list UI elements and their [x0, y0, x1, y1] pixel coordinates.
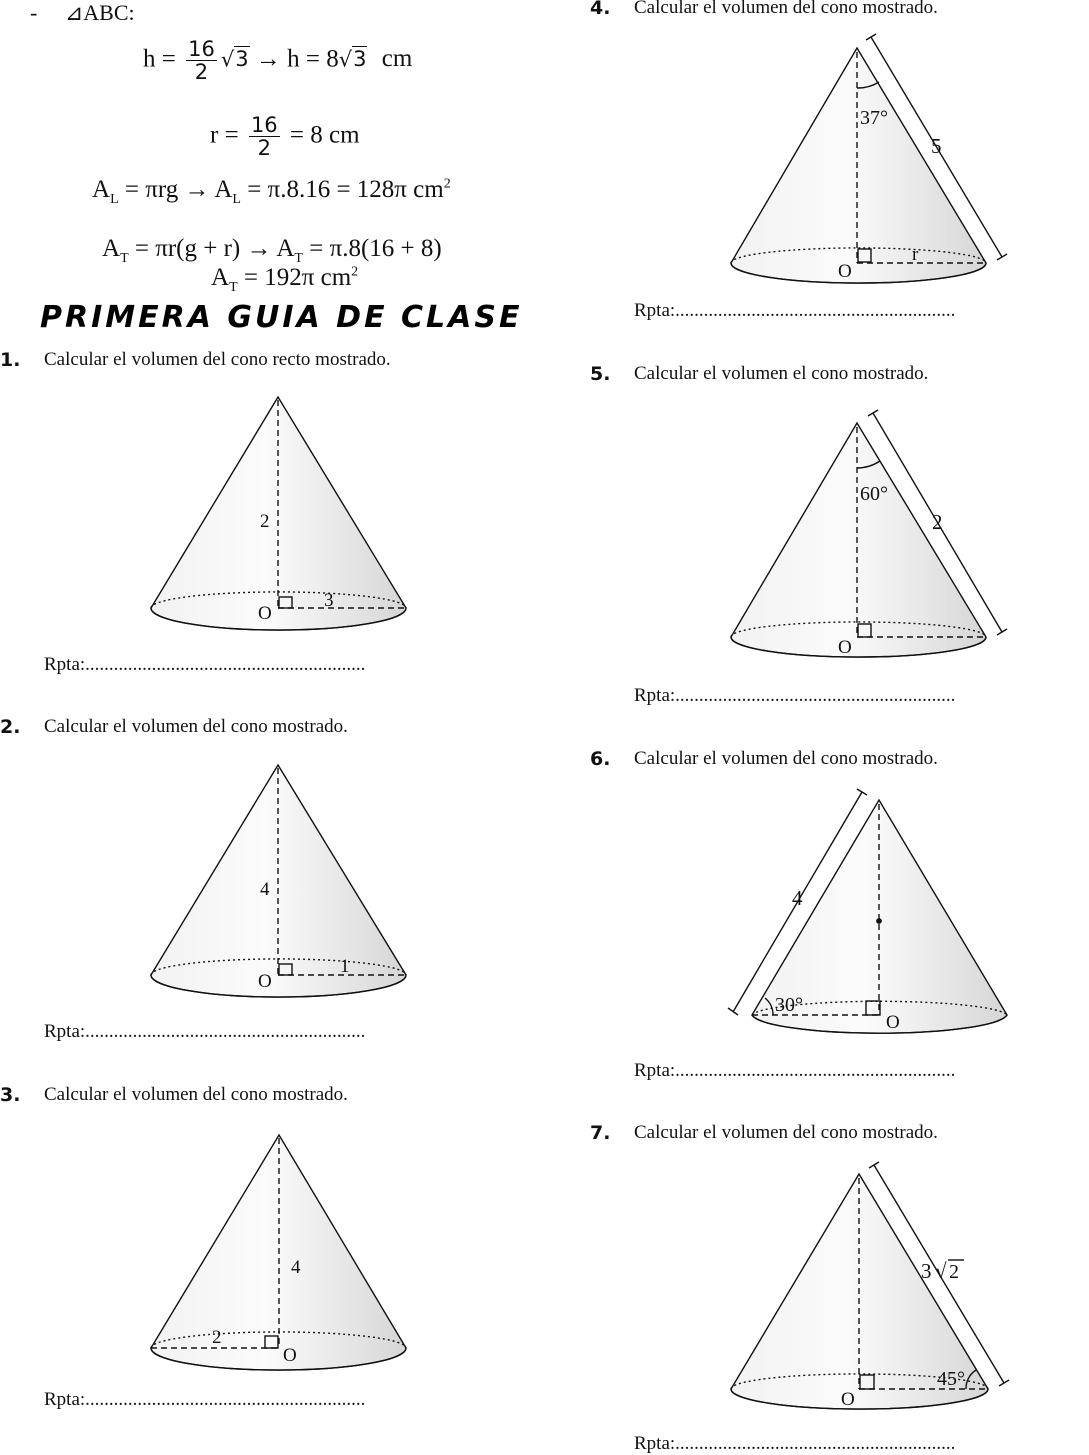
- eq-at2-rhs: = 192π cm: [237, 264, 352, 291]
- cone-1-height-label: 2: [260, 511, 270, 532]
- cone-figure-6: [728, 789, 1007, 1033]
- rpta-label: Rpta:: [634, 1060, 676, 1081]
- rpta-label: Rpta:: [634, 685, 676, 706]
- cone-1-center-label: O: [258, 603, 272, 624]
- cone-2-radius-label: 1: [340, 956, 350, 977]
- eq-at2-a: A: [211, 264, 230, 291]
- sqrt-h2-rad: 3: [353, 47, 367, 72]
- problem-6-number: 6.: [590, 748, 611, 770]
- cone-7-sqrt-icon: √: [935, 1259, 947, 1283]
- section-title: PRIMERA GUIA DE CLASE: [40, 300, 523, 335]
- cone-4-slant-tick-top: [866, 34, 876, 40]
- sqrt-h: √3: [220, 47, 249, 72]
- cone-6-center-label: O: [886, 1012, 900, 1033]
- eq-at2-sub: T: [229, 280, 238, 295]
- eq-al-sub2: L: [232, 192, 241, 207]
- cone-2-height-label: 4: [260, 879, 270, 900]
- cone-7-slant-rad-label: 2: [949, 1261, 959, 1283]
- rpta-label: Rpta:: [44, 1389, 86, 1410]
- eq-r-rhs: = 8 cm: [289, 121, 360, 149]
- sqrt-h-rad: 3: [235, 47, 249, 72]
- rpta-label: Rpta:: [634, 300, 676, 321]
- cone-figure-3: [151, 1135, 406, 1370]
- problem-7-number: 7.: [590, 1122, 611, 1144]
- rpta-label: Rpta:: [634, 1433, 676, 1454]
- cone-5-center-label: O: [838, 637, 852, 658]
- cone-4-slant-tick-bottom: [997, 254, 1007, 260]
- frac-r-num: 16: [250, 113, 278, 137]
- cone-6-slant-label: 4: [792, 886, 803, 910]
- problem-3-text: Calcular el volumen del cono mostrado.: [44, 1084, 348, 1105]
- cone-4-center-label: O: [838, 261, 852, 282]
- cone-2-center-label: O: [258, 971, 272, 992]
- cone-7-slant-tick-top: [869, 1162, 879, 1168]
- cone-4-angle-label: 37°: [860, 107, 888, 129]
- cone-3-radius-label: 2: [212, 1327, 222, 1348]
- problem-4-text: Calcular el volumen del cono mostrado.: [634, 0, 938, 18]
- eq-al-rhs: = π.8.16 = 128π cm: [240, 176, 444, 203]
- eq-h-unit: cm: [381, 45, 413, 73]
- cone-3-center-label: O: [283, 1345, 297, 1366]
- rpta-label: Rpta:: [44, 1021, 86, 1042]
- problem-2-text: Calcular el volumen del cono mostrado.: [44, 716, 348, 737]
- triangle-label: ABC:: [83, 0, 135, 25]
- frac-h-num: 16: [188, 37, 215, 61]
- problem-2-number: 2.: [0, 716, 21, 738]
- cone-3-height-label: 4: [291, 1257, 301, 1278]
- eq-at-sub: T: [120, 251, 129, 266]
- cone-7-angle-label: 45°: [937, 1368, 965, 1390]
- eq-at-a: A: [102, 235, 121, 262]
- rpta-dots: ...........................................................: [675, 1060, 956, 1081]
- cone-6-angle-label: 30°: [775, 994, 803, 1016]
- cone-figure-5: [731, 410, 1007, 658]
- eq-r-lhs: r =: [210, 121, 239, 149]
- problem-1-text: Calcular el volumen del cono recto mostrado.: [44, 349, 391, 370]
- eq-h-arrow: → h = 8: [255, 45, 339, 73]
- cone-5-angle-label: 60°: [860, 483, 888, 505]
- cone-5-slant-tick-top: [868, 410, 878, 416]
- cone-7-slant-coef-label: 3: [921, 1259, 932, 1283]
- problem-5-number: 5.: [590, 363, 611, 385]
- eq-al-a: A: [92, 176, 111, 203]
- rpta-dots: ...........................................................: [85, 1389, 366, 1410]
- rpta-dots: ...........................................................: [675, 685, 956, 706]
- rpta-dots: ...........................................................: [85, 654, 366, 675]
- cone-1-radius-label: 3: [324, 590, 334, 611]
- problem-6-text: Calcular el volumen del cono mostrado.: [634, 748, 938, 769]
- cone-4-slant-label: 5: [931, 134, 942, 158]
- problem-1-number: 1.: [0, 349, 21, 371]
- eq-at2-sup: 2: [351, 264, 359, 280]
- sqrt-h2: √3: [338, 47, 367, 72]
- rpta-dots: ...........................................................: [675, 1433, 956, 1454]
- cone-5-slant-tick-bottom: [997, 629, 1007, 635]
- rpta-dots: ...........................................................: [85, 1021, 366, 1042]
- cone-figure-7: [731, 1162, 1009, 1410]
- rpta-label: Rpta:: [44, 654, 86, 675]
- cone-7-slant-tick-bottom: [999, 1380, 1009, 1386]
- eq-al-sup: 2: [443, 176, 451, 192]
- rpta-dots: ...........................................................: [675, 300, 956, 321]
- cone-figure-2: [151, 765, 406, 997]
- problem-3-number: 3.: [0, 1084, 21, 1106]
- problem-4-number: 4.: [590, 0, 611, 19]
- bullet-dash: -: [30, 0, 38, 25]
- eq-al-sub: L: [110, 192, 119, 207]
- cone-6-slant-tick-top: [857, 789, 867, 795]
- frac-r-den: 2: [257, 136, 271, 161]
- eq-at-mid: = πr(g + r) → A: [128, 235, 295, 262]
- cone-figure-1: [151, 397, 406, 630]
- eq-at-rhs: = π.8(16 + 8): [302, 235, 442, 262]
- problem-5-text: Calcular el volumen el cono mostrado.: [634, 363, 929, 384]
- triangle-symbol-icon: ⊿: [64, 0, 84, 25]
- cone-4-radius-label: r: [912, 244, 919, 265]
- eq-at-sub2: T: [294, 251, 303, 266]
- frac-h-den: 2: [194, 60, 209, 85]
- eq-al-mid: = πrg → A: [118, 176, 233, 203]
- cone-7-center-label: O: [841, 1389, 855, 1410]
- cone-5-slant-label: 2: [932, 510, 943, 534]
- cone-figure-4: [731, 34, 1007, 283]
- eq-h-lhs: h =: [143, 45, 176, 73]
- cone-6-midpoint: [877, 919, 881, 923]
- problem-7-text: Calcular el volumen del cono mostrado.: [634, 1122, 938, 1143]
- cone-6-slant-tick-bottom: [728, 1008, 738, 1015]
